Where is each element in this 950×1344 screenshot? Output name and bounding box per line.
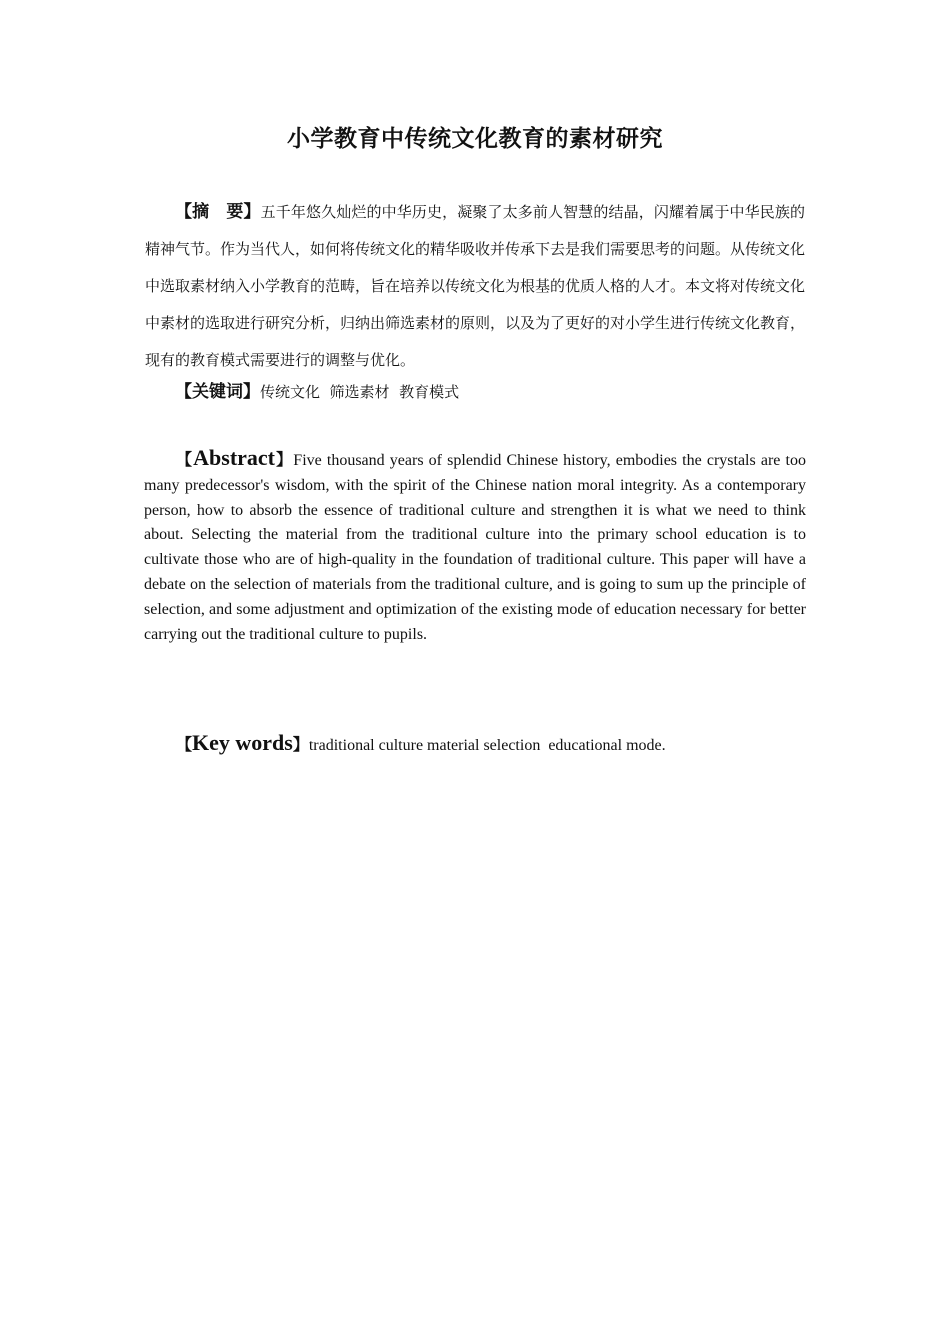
- english-abstract-open-bracket: 【: [176, 450, 194, 469]
- chinese-keywords-label: 【关键词】: [175, 382, 260, 402]
- chinese-abstract-label: 【摘 要】: [175, 202, 261, 222]
- english-abstract: [144, 446, 806, 647]
- chinese-abstract-text: 五千年悠久灿烂的中华历史，凝聚了太多前人智慧的结晶，闪耀着属于中华民族的精神气节。作为当代人，如何将传统文化的精华吸收并传承下去是我们需要思考的问题。从传统文化中选取素材纳入小学教育的范畴，旨在培养以传统文化为根基的优质人格的人才。本文将对传统文化中素材的选取进行研究分析，归纳出筛选素材的原则，以及为了更好的对小学生进行传统文化教育，现有的教育模式需要进行的调整与优化。: [145, 203, 806, 369]
- chinese-abstract: [145, 194, 805, 379]
- english-abstract-label: Abstract: [193, 445, 276, 470]
- english-keywords: [176, 729, 806, 760]
- english-keywords-text: traditional culture material selection educational mode.: [308, 737, 666, 754]
- english-keywords-open-bracket: 【: [176, 735, 193, 754]
- chinese-keywords: [175, 378, 805, 406]
- english-keywords-close-bracket: 】: [292, 735, 309, 754]
- english-abstract-text: Five thousand years of splendid Chinese history, embodies the crystals are too many predecessor's wisdom, with the spirit of the Chinese nation moral integrity. As a contemporary person, how to absorb the essence of traditional culture and strengthen it is what we need to think about. Selecting the material from the traditional culture into the primary school education is to cultivate those who are of high-quality in the foundation of traditional culture. This paper will have a debate on the selection of materials from the traditional culture, and is going to sum up the principle of selection, and some adjustment and optimization of the existing mode of education necessary for better carrying out the traditional culture to pupils.: [144, 452, 806, 643]
- paper-title: 小学教育中传统文化教育的素材研究: [287, 126, 663, 152]
- chinese-keywords-text: 传统文化 筛选素材 教育模式: [260, 383, 460, 401]
- english-abstract-close-bracket: 】: [275, 450, 294, 469]
- english-keywords-label: Key words: [192, 730, 293, 755]
